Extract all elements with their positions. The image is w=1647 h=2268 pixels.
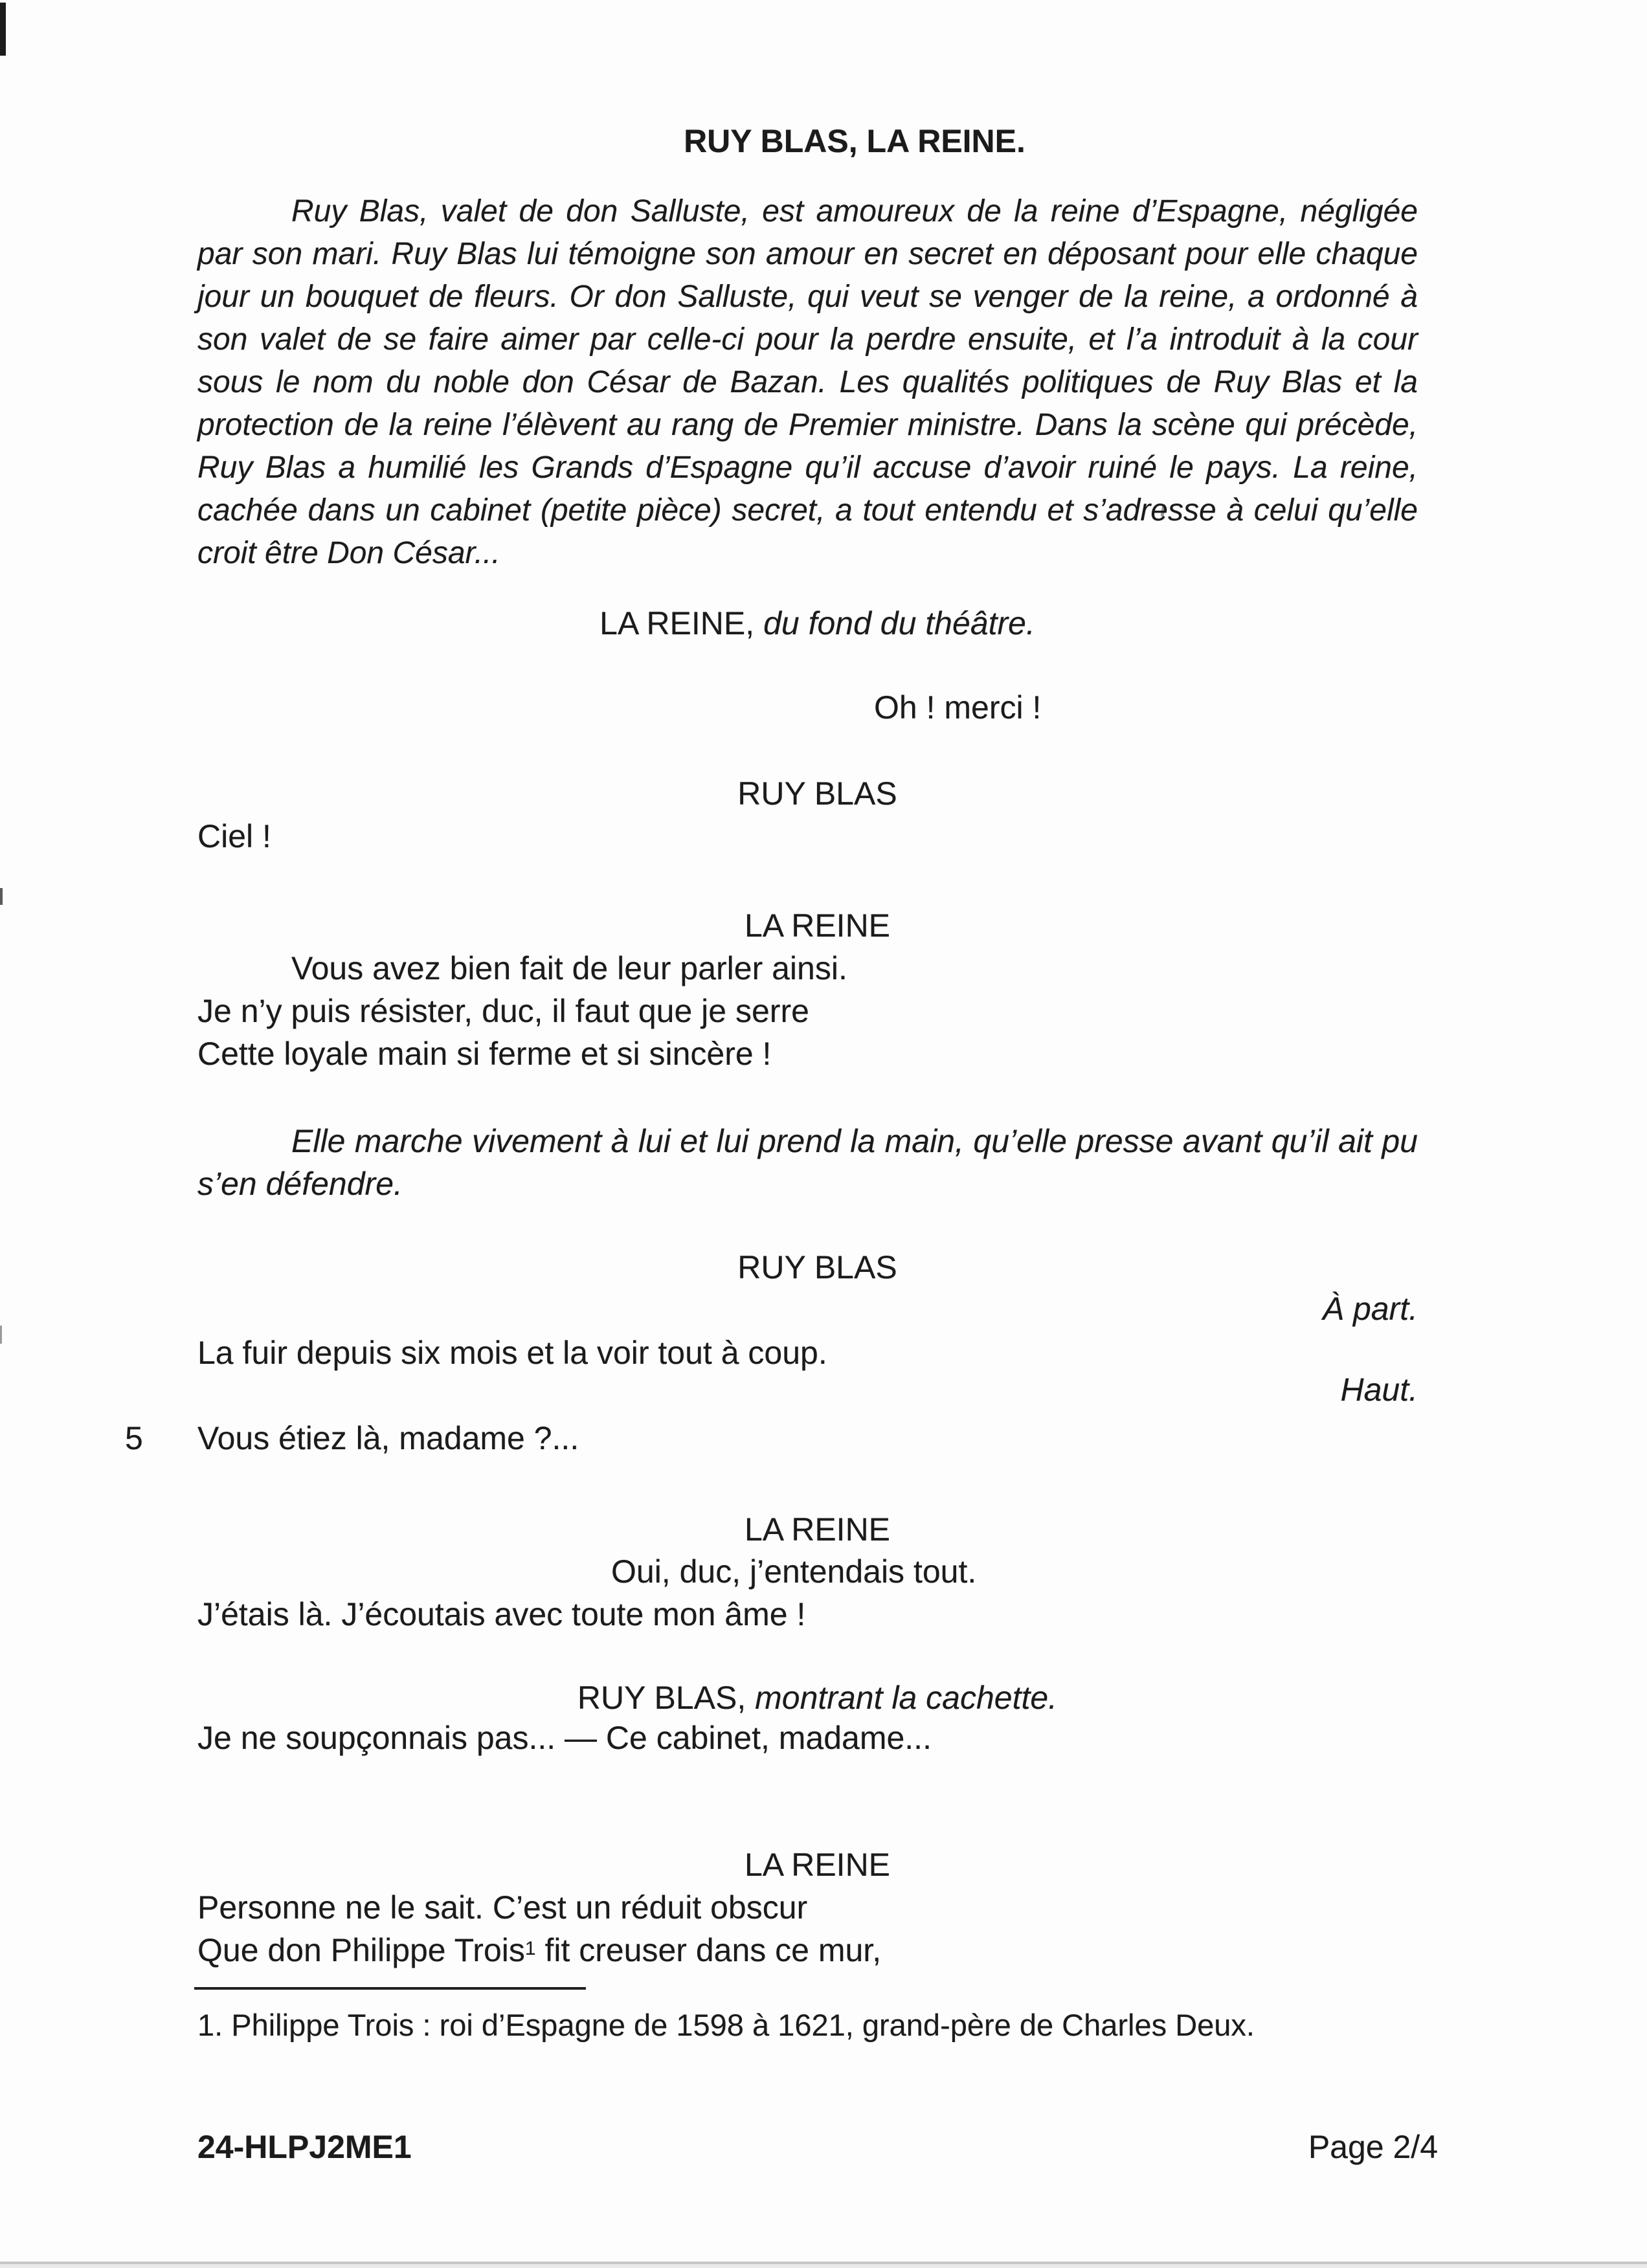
verse-line-numbered: [125, 1417, 1418, 1460]
stage-direction-inline: du fond du théâtre.: [763, 605, 1035, 641]
verse-line: Ciel !: [197, 818, 271, 854]
verse-line: Vous étiez là, madame ?...: [197, 1420, 579, 1456]
footnote-text: 1. Philippe Trois : roi d’Espagne de 1598 à 1621, grand-père de Charles Deux.: [197, 2008, 1255, 2042]
footnote-reference: 1: [524, 1938, 536, 1959]
speaker-cue: [197, 772, 1418, 815]
scan-artifact-left-tick: [0, 1326, 2, 1344]
intro-paragraph: Ruy Blas, valet de don Salluste, est amoureux de la reine d’Espagne, négligée par son mari. Ruy Blas lui témoigne son amour en secret en déposant pour elle chaque jour un bouquet de fleurs. Or don Salluste, qui veut se venger de la reine, a ordonné à son valet de se faire aimer par celle-ci pour la perdre ensuite, et l’a introduit à la cour sous le nom du noble don César de Bazan. Les qualités politiques de Ruy Blas et la protection de la reine l’élèvent au rang de Premier ministre. Dans la scène qui précède, Ruy Blas a humilié les Grands d’Espagne qu’il accuse d’avoir ruiné le pays. La reine, cachée dans un cabinet (petite pièce) secret, a tout entendu et s’adresse à celui qu’elle croit être Don César...: [197, 194, 1418, 570]
stage-direction-inline: montrant la cachette.: [755, 1680, 1058, 1716]
speaker-cue: [197, 1508, 1418, 1551]
verse-line: Je ne soupçonnais pas... — Ce cabinet, madame...: [197, 1720, 932, 1756]
stage-direction: Elle marche vivement à lui et lui prend la main, qu’elle presse avant qu’il ait pu s’en défendre.: [197, 1123, 1418, 1202]
footnote-separator-rule: [194, 1987, 586, 1990]
verse-line: Personne ne le sait. C’est un réduit obscur: [197, 1889, 808, 1926]
aside-cue: À part.: [1322, 1291, 1418, 1327]
verse-number: 5: [125, 1420, 143, 1456]
verse-line: Oui, duc, j’entendais tout.: [611, 1553, 977, 1590]
verse-line: La fuir depuis six mois et la voir tout à coup.: [197, 1335, 827, 1371]
verse-line: Oh ! merci !: [874, 689, 1042, 726]
verse-line: fit creuser dans ce mur,: [535, 1932, 882, 1968]
speaker-cue: [197, 1843, 1418, 1886]
exam-code: 24-HLPJ2ME1: [197, 2129, 412, 2165]
play-title: RUY BLAS, LA REINE.: [684, 123, 1025, 159]
verse-line-with-footnote-ref: [197, 1929, 1418, 1972]
speaker-cue: [197, 1246, 1418, 1289]
scan-artifact-left-tick: [0, 888, 3, 905]
verse-line: Vous avez bien fait de leur parler ainsi.: [291, 950, 847, 986]
speaker-cue: [197, 904, 1418, 947]
speaker-cue: [197, 602, 1418, 645]
page-footer: [197, 2126, 1438, 2168]
verse-line: Je n’y puis résister, duc, il faut que je serre: [197, 993, 809, 1029]
speaker-name: LA REINE: [744, 1847, 891, 1883]
speaker-name: RUY BLAS: [737, 775, 897, 812]
page-number: Page 2/4: [1308, 2129, 1438, 2165]
verse-line: J’étais là. J’écoutais avec toute mon âme !: [197, 1596, 806, 1632]
verse-line: Cette loyale main si ferme et si sincère !: [197, 1036, 772, 1072]
speaker-name: RUY BLAS: [737, 1249, 897, 1285]
speaker-name: RUY BLAS,: [577, 1680, 746, 1716]
scan-artifact-bottom-edge: [0, 2264, 1647, 2268]
speaker-cue: [197, 1676, 1418, 1719]
speaker-name: LA REINE,: [599, 605, 755, 641]
scan-artifact-corner-bar: [0, 3, 6, 56]
speaker-name: LA REINE: [744, 907, 891, 944]
speaker-name: LA REINE: [744, 1511, 891, 1548]
verse-line: Que don Philippe Trois: [197, 1932, 525, 1968]
aside-cue: Haut.: [1340, 1372, 1418, 1408]
